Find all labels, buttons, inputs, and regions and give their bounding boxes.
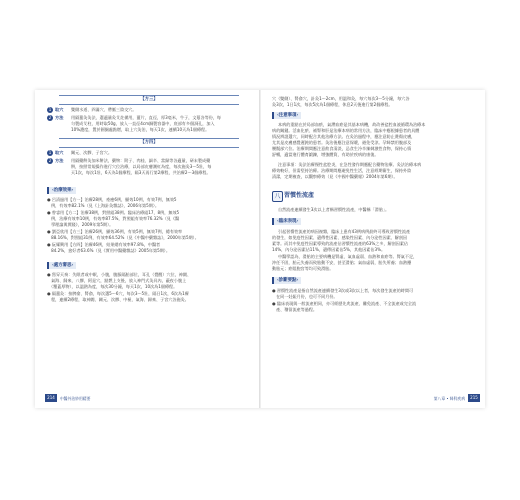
- clinical-line: 沖任不固，胎元失養而致胎動不安，甚至滑胎；氣血虛弱，胎失所養；血熱擾: [272, 260, 412, 265]
- section-tag-effect: ‹治療效果›: [47, 187, 76, 194]
- item-text-line: 用隔薑灸灸法，選適量灸艾炷備用，薑片，直徑，厚3毫米，牛子，文蔓各等份，每: [71, 115, 221, 120]
- note-line: 腰骶部穴位。治療期間應注意飲食清淡，忌食生冷辛辣刺激性食物，保持心情: [272, 146, 412, 151]
- effect-line: ● 呂清過用【方一】治療28例，痊癒6例，顯效10例，有效7例，無效5: [47, 197, 177, 202]
- effect-line: ● 曾睿用【方二】治療38例，對照組38例。臨床治療組17，8例，無效5: [47, 210, 180, 215]
- item-number-badge: 2: [48, 115, 52, 120]
- running-footer: 第八章 • 婦科疾病: [433, 396, 465, 401]
- effect-line: 84.2%，愈好者63.6%（見《實用中醫藥雜誌》2005年第5期）。: [47, 248, 170, 253]
- note-line: 尤其是皮膚感覺遲鈍的患者。灸治後應注意保暖，避免受涼。孕婦禁用腹部及: [272, 140, 412, 145]
- clinical-line: 14%，內分泌因素佔11%，遺傳因素佔5%，其他因素佔3%。: [272, 247, 386, 252]
- running-footer: 中醫外治妙用精要: [60, 396, 91, 401]
- section-tag-notes: ‹注意事項›: [272, 112, 301, 119]
- clinical-line: 的發生，如免疫性因素、遺傳性因素、感染性因素、內分泌性因素、解剖因: [272, 235, 408, 240]
- effect-line: 例，治療有效率10例，有效率87.5%，對照組有效率76.32%（見《醫: [47, 216, 180, 221]
- item-label: 方法: [55, 115, 64, 120]
- formula-heading-3: 【方三】: [59, 95, 239, 105]
- effect-line: 88.16%，對照組31例，有效率64.52%（見《中醫中藥雜誌》，2000年第5期）。: [47, 235, 199, 240]
- note-line: 本病的重點在於局部血瘀，氣滯血瘀是其基本病機，故改善盆腔血液循環為治療本: [278, 122, 426, 127]
- effect-line: 學理論與實踐》，2009年第5期）。: [47, 222, 114, 227]
- effect-line: 例，有效率82.1%（見《上海針灸雜誌》，2006年第5期）。: [47, 203, 159, 208]
- note-line: 舒暢，適當進行體育鍛鍊，增強體質，有助於疾病的康復。: [272, 152, 379, 157]
- item-label: 取穴: [55, 107, 64, 112]
- continued-line: 穴（雙側）、腎俞穴，針灸1～2cm，用溫和灸，每穴每次3～5分鐘，每穴各: [272, 96, 410, 101]
- section-tag-diagnosis: ‹診斷要點›: [272, 277, 301, 284]
- clinical-line: 動胎元；瘀阻胞宮等均可致滑胎。: [272, 266, 334, 271]
- page-number: 214: [45, 394, 57, 402]
- item-label: 取穴: [55, 150, 64, 155]
- item-text-line: 匀製成艾柱，用時取50g，放入一直徑4cm銅製容器中，底部有多個洞孔，加入: [71, 121, 215, 126]
- section-tag-advice: ‹處方審思›: [47, 262, 76, 269]
- advice-line: 氣海、歸來、八髎，阿是穴，點燃上支後，放入神門式灸具內，蔽夜小腹上: [47, 278, 187, 283]
- effect-line: ● 劉亞欣用【方三】治療26例，顯效36例，有效5例，無效7例，總有效率: [47, 229, 183, 234]
- item-number-badge: 1: [48, 150, 52, 155]
- section-intro: 自然流產連續發生3次以上者稱習慣性流產，中醫稱「滑胎」。: [278, 207, 390, 212]
- note-line: 情況辨證選穴，同時配合其他治療方法。在灸治過程中，應注意防止燙傷皮膚，: [272, 134, 416, 139]
- clinical-line: 素等。而其中免疫性因素導致的流產佔習慣性流產的63%之多，解剖因素佔: [272, 241, 409, 246]
- advice-line: ● 寫穿天奏：失眠者或中眠，小腹，腹脹隔胎部位，耳孔（覺醒）穴位，神闕、: [47, 272, 192, 277]
- diagnosis-line: ● 習慣性流產是指自然流產連續發生3次或3次以上者，每次發生流產的時間可: [272, 288, 414, 293]
- item-number-badge: 2: [48, 158, 52, 163]
- item-text: 雙側水道、四滿穴、帶脈三陰交穴。: [71, 107, 137, 112]
- effect-line: ● 阮耀興用【方四】治療46例，結果總有效率97.8%，中醫者: [47, 242, 161, 247]
- advice-line: （覆蓋厚物），以溫熱為度，每次30分鐘，每天1次，10次為1個療程。: [47, 284, 178, 289]
- diagnosis-line: 在同一妊娠月份，也可不同月份。: [272, 294, 338, 299]
- formula-heading-4: 【方四】: [59, 138, 239, 148]
- section-tag-clinical: ‹臨床表現›: [272, 218, 301, 225]
- clinical-line: 引起習慣性流產的病因複雜，臨床上患有43例病例最終可導致習慣性流產: [278, 229, 411, 234]
- item-label: 方法: [55, 158, 64, 163]
- book-spread: [35, 90, 485, 408]
- item-text-line: 餅，按照常規操作進行穴位治療，以局部皮膚潮紅為度，每次施灸3～5壯，每: [71, 164, 212, 169]
- note-line: 注意事項：灸法治療慢性盆腔炎，在急性發作期應配合藥物治療。灸法治療本病: [278, 162, 422, 167]
- left-page: [35, 90, 260, 408]
- note-line: 清潔，定期複查，以觀察療效（見《中國中醫藥報》2004年第6期）。: [272, 174, 398, 179]
- diagnosis-line: ● 臨床表現與一般流產相同，亦可經歷先兆流產、難免流產、不全流產或完全流: [272, 301, 417, 306]
- item-text-line: 天1次，每次1壯，6天為1個療程，隔3天再行第2療程，共治療2～3個療程。: [71, 170, 211, 175]
- item-text-line: 10%濃度，置於圓圈處點燃，取上穴灸治，每天1次，連續10天為1個療程。: [71, 127, 210, 132]
- item-number-badge: 1: [48, 107, 52, 112]
- advice-line: 程，連續2療程，取神闕、關元、次髎、中極、氣海、歸來、子宮穴各施灸。: [47, 297, 189, 302]
- clinical-line: 中醫學認為，滑胎的主要病機是腎虛、氣血虛弱、血熱和血瘀等。腎氣不足，: [278, 254, 418, 259]
- note-line: 療效較好，但需堅持治療。治療期間應避免性生活，注意經期衛生，保持外陰: [272, 168, 412, 173]
- continued-line: 灸3次，1日1次，每次5次為1個療程，休息2天後進行第2個療程。: [272, 102, 393, 107]
- page-number: 215: [468, 394, 480, 402]
- diagnosis-line: 產、稽留流產等過程。: [272, 307, 318, 312]
- advice-line: ● 隔薑灸：按脾俞、腎俞，每次選5～6穴，每次3～5壯，隔日1次，6次為1療: [47, 291, 189, 296]
- right-page: [260, 90, 485, 408]
- item-text-line: 用隔藥餅灸加米餅法，藥物：附子、肉桂、細辛、當歸等各適量，研末製成藥: [71, 158, 211, 163]
- section-number-badge: 八: [272, 191, 283, 202]
- note-line: 病的關鍵。活血化瘀、補腎和肝是治療本病的常用方法，臨床中應根據患者的具體: [272, 128, 420, 133]
- section-title: 習慣性流產: [284, 192, 315, 199]
- item-text: 關元、次髎、子宮穴。: [71, 150, 112, 155]
